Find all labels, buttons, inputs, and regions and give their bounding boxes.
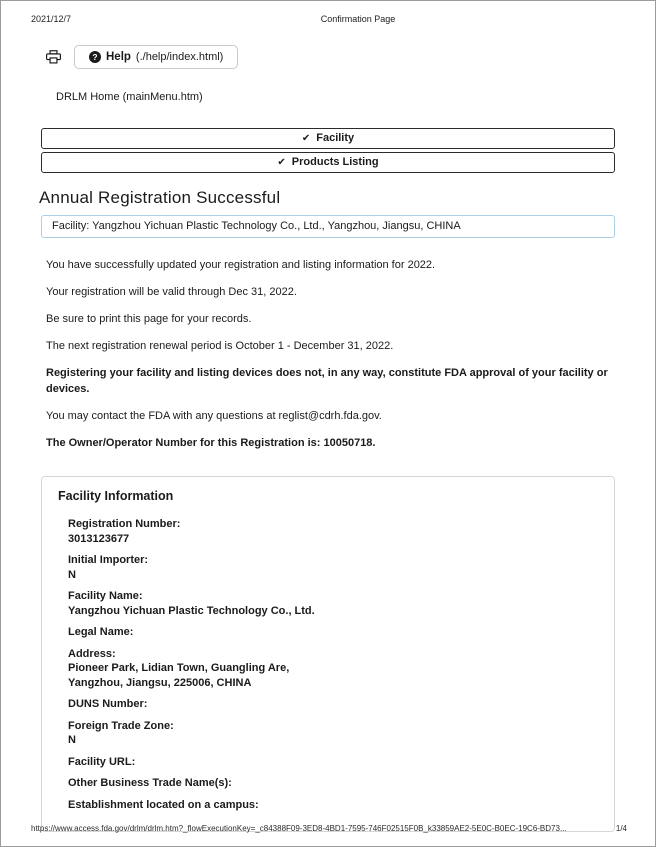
print-icon[interactable] [46, 50, 61, 64]
field-facility-url: Facility URL: [68, 755, 136, 768]
help-url: (./help/index.html) [135, 51, 224, 63]
field-establishment-on-campus: Establishment located on a campus: [68, 798, 259, 811]
field-address: Address: Pioneer Park, Lidian Town, Guangling Are, Yangzhou, Jiangsu, 225006, CHINA [68, 647, 290, 689]
paragraph-contact: You may contact the FDA with any questions at reglist@cdrh.fda.gov. [46, 410, 382, 422]
paragraph-fda-disclaimer: Registering your facility and listing devices does not, in any way, constitute FDA approval of your facility or devices. [46, 367, 608, 395]
check-icon: ✔ [277, 156, 286, 168]
facility-info-section [41, 476, 615, 832]
print-footer [31, 824, 627, 833]
print-header [1, 1, 655, 24]
page-heading: Annual Registration Successful [39, 188, 281, 207]
page-title: Confirmation Page [320, 14, 396, 24]
field-registration-number: Registration Number: 3013123677 [68, 518, 181, 545]
products-listing-button[interactable] [41, 152, 615, 173]
print-date: 2021/12/7 [31, 14, 72, 24]
field-facility-name: Facility Name: Yangzhou Yichuan Plastic Technology Co., Ltd. [68, 590, 315, 617]
field-initial-importer: Initial Importer: N [68, 554, 149, 581]
check-icon: ✔ [301, 132, 311, 144]
nav-buttons [41, 128, 615, 173]
paragraph: The next registration renewal period is October 1 - December 31, 2022. [46, 340, 394, 352]
paragraph: Your registration will be valid through Dec 31, 2022. [46, 286, 297, 298]
facility-button-label: Facility [316, 132, 355, 144]
field-foreign-trade-zone: Foreign Trade Zone: N [68, 719, 174, 746]
toolbar [46, 45, 655, 69]
field-duns-number: DUNS Number: [68, 698, 148, 710]
paragraph-owner-operator: The Owner/Operator Number for this Registration is: 10050718. [46, 437, 376, 449]
help-label: Help [106, 51, 131, 63]
field-other-business-trade-names: Other Business Trade Name(s): [68, 777, 232, 789]
confirmation-text [46, 257, 610, 451]
help-button[interactable] [74, 45, 238, 69]
drlm-home-link[interactable]: DRLM Home (mainMenu.htm) [56, 91, 203, 103]
footer-url: https://www.access.fda.gov/drlm/drlm.htm?_flowExecutionKey=_c84388F09-3ED8-4BD1-7595-746F02515F0B_k33859AE2-5E0C-B0EC-19C6-BD73... [31, 824, 567, 833]
paragraph: You have successfully updated your registration and listing information for 2022. [46, 259, 436, 271]
facility-button[interactable] [41, 128, 615, 149]
products-listing-button-label: Products Listing [291, 156, 379, 168]
field-legal-name: Legal Name: [68, 626, 134, 638]
paragraph: Be sure to print this page for your records. [46, 313, 252, 325]
facility-info-title: Facility Information [58, 489, 174, 503]
question-icon: ? [89, 51, 101, 63]
facility-banner: Facility: Yangzhou Yichuan Plastic Technology Co., Ltd., Yangzhou, Jiangsu, CHINA [41, 215, 615, 238]
page-number: 1/4 [615, 824, 627, 833]
